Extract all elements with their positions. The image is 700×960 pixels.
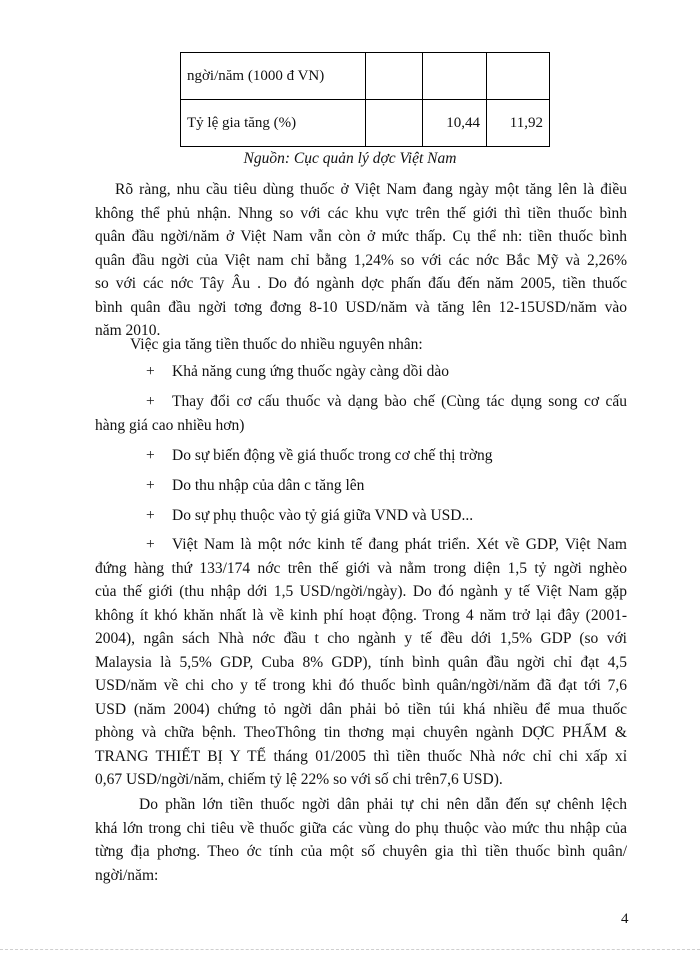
table-row xyxy=(181,100,550,147)
bullet-text: Do sự phụ thuộc vào tỷ giá giữa VND và USD... xyxy=(172,507,474,524)
table-cell-label: Tỷ lệ gia tăng (%) xyxy=(181,100,366,147)
paragraph-causes-intro xyxy=(130,333,627,357)
statistics-table xyxy=(180,52,550,147)
text-line: quân đầu ngời của Việt nam chỉ bằng 1,24% so với các nớc Bắc Mỹ và 2,26% xyxy=(95,251,627,269)
table-cell: 10,44 xyxy=(423,100,487,147)
text-line: khá lớn trong chi tiêu về thuốc giữa các vùng do phụ thuộc vào mức thu nhập của xyxy=(95,819,627,837)
text-line: USD (năm 2004) chứng tỏ ngời dân phải bỏ tiền túi khá nhiều để mua thuốc xyxy=(95,700,627,718)
text-line: quân đầu ngời/năm ở Việt Nam vẫn còn ở mức thấp. Cụ thể nh: tiền thuốc bình xyxy=(95,228,627,245)
text-line: phòng và chữa bệnh. TheoThông tin thơng mại chuyên ngành DỢC PHẨM & xyxy=(95,724,627,741)
plus-bullet-icon: + xyxy=(146,363,155,380)
bullet-text: Thay đổi cơ cấu thuốc và dạng bào chế (Cùng tác dụng song cơ cấu xyxy=(172,393,627,410)
paragraph-regional-gap xyxy=(95,793,627,887)
text-line: không ít khó khăn nhất là về kinh phí hoạt động. Trong 4 năm trở lại đây (2001- xyxy=(95,606,627,624)
paragraph-consumption xyxy=(95,178,627,343)
text-line: USD/năm về chi cho y tế trong khi đó thuốc bình quân/ngời/năm đã đạt tới 7,6 xyxy=(95,677,627,694)
text-line: bình quân đầu ngời tơng đơng 8-10 USD/năm và tăng lên 12-15USD/năm vào xyxy=(95,298,627,316)
bullet-text: Do thu nhập của dân c tăng lên xyxy=(172,477,365,494)
bullet-text: Việt Nam là một nớc kinh tế đang phát triển. Xét về GDP, Việt Nam xyxy=(172,536,627,553)
text-line: 2004), ngân sách Nhà nớc đầu t cho ngành y tế đều dới 1,5% GDP (so với xyxy=(95,630,627,647)
plus-bullet-icon: + xyxy=(146,447,155,464)
table-cell: 11,92 xyxy=(487,100,550,147)
list-item xyxy=(95,533,627,792)
text-line: TRANG THIẾT BỊ Y TẾ tháng 01/2005 thì tiền thuốc Nhà nớc chỉ chi xấp xỉ xyxy=(95,747,627,765)
text-line: từng địa phơng. Theo ớc tính của một số chuyên gia thì tiền thuốc bình quân/ xyxy=(95,843,627,860)
list-item xyxy=(146,474,627,498)
text-line: ngời/năm: xyxy=(95,866,159,884)
text-line: Rõ ràng, nhu cầu tiêu dùng thuốc ở Việt Nam đang ngày một tăng lên là điều xyxy=(115,181,627,198)
page-number: 4 xyxy=(621,911,629,927)
table-cell-label: ngời/năm (1000 đ VN) xyxy=(181,53,366,100)
text-line xyxy=(95,390,627,414)
table-cell xyxy=(487,53,550,100)
text-line: hàng giá cao nhiều hơn) xyxy=(95,416,245,434)
bullet-text: Do sự biến động về giá thuốc trong cơ chế thị trờng xyxy=(172,447,493,464)
plus-bullet-icon: + xyxy=(146,477,155,494)
page-bottom-divider xyxy=(0,949,700,950)
text-line: so với các nớc Tây Âu . Do đó ngành dợc phấn đấu đến năm 2005, tiền thuốc xyxy=(95,275,627,292)
table-source-caption: Nguồn: Cục quản lý dợc Việt Nam xyxy=(243,150,457,167)
text-line xyxy=(95,533,627,557)
table-cell xyxy=(366,53,423,100)
text-line: năm 2010. xyxy=(95,322,161,339)
text-line: Việc gia tăng tiền thuốc do nhiều nguyên nhân: xyxy=(130,336,423,353)
plus-bullet-icon: + xyxy=(146,393,155,410)
plus-bullet-icon: + xyxy=(146,536,155,553)
text-line: Do phần lớn tiền thuốc ngời dân phải tự chi nên dẫn đến sự chênh lệch xyxy=(139,796,627,813)
list-item xyxy=(146,444,627,468)
text-line: đứng hàng thứ 133/174 nớc trên thế giới và nằm trong diện 1,5 tỷ ngời nghèo xyxy=(95,559,627,577)
list-item xyxy=(95,390,627,437)
table-cell xyxy=(366,100,423,147)
list-item xyxy=(146,504,627,528)
table-row xyxy=(181,53,550,100)
text-line: của thế giới (thu nhập dới 1,5 USD/ngời/ngày). Do đó ngành y tế Việt Nam gặp xyxy=(95,583,627,600)
plus-bullet-icon: + xyxy=(146,507,155,524)
text-line: không thể phủ nhận. Nhng so với các khu vực trên thế giới thì tiền thuốc bình xyxy=(95,204,627,222)
list-item xyxy=(146,360,627,384)
table-cell xyxy=(423,53,487,100)
bullet-text: Khả năng cung ứng thuốc ngày càng dồi dào xyxy=(172,363,449,380)
text-line: 0,67 USD/ngời/năm, chiếm tỷ lệ 22% so với số chi trên7,6 USD). xyxy=(95,771,503,788)
text-line: Malaysia là 5,5% GDP, Cuba 8% GDP), tính bình quân đầu ngời chỉ đạt 4,5 xyxy=(95,653,627,671)
